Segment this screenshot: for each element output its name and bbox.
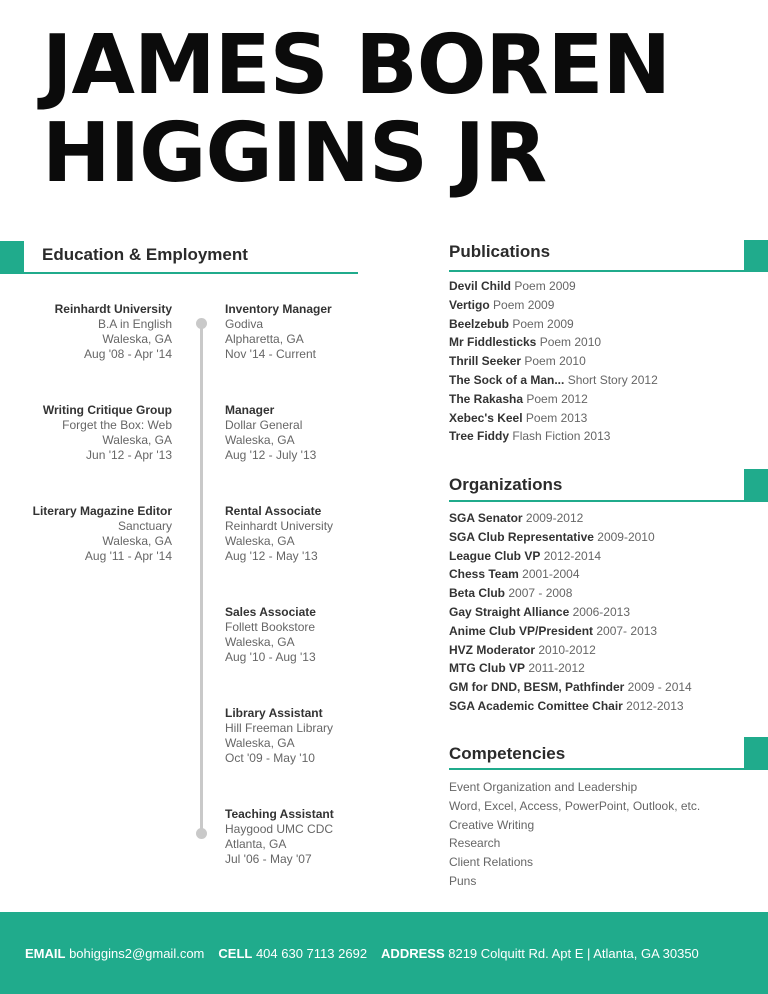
- entry-detail: Forget the Box: Web: [62, 418, 172, 432]
- list-item: Gay Straight Alliance 2006-2013: [449, 604, 630, 619]
- entry-title: Writing Critique Group: [42, 403, 172, 417]
- entry-location: Waleska, GA: [225, 534, 295, 548]
- cell-value: 404 630 7113 2692: [252, 946, 368, 961]
- list-item: MTG Club VP 2011-2012: [449, 661, 585, 676]
- entry-dates: Nov '14 - Current: [225, 347, 316, 361]
- list-item: Event Organization and Leadership: [449, 780, 638, 794]
- entry-location: Atlanta, GA: [225, 837, 287, 851]
- publications-section-title: Publications: [449, 242, 551, 261]
- entry-dates: Jul '06 - May '07: [225, 852, 312, 866]
- education-section-rule: [0, 272, 358, 274]
- entry-location: Waleska, GA: [225, 635, 295, 649]
- name-line-1: JAMES BOREN: [42, 18, 671, 113]
- entry-location: Waleska, GA: [102, 534, 172, 548]
- entry-employer: Godiva: [225, 317, 264, 331]
- list-item: SGA Academic Comittee Chair 2012-2013: [449, 698, 684, 713]
- list-item: HVZ Moderator 2010-2012: [449, 642, 596, 657]
- education-entry: [0, 504, 172, 564]
- entry-employer: Haygood UMC CDC: [225, 822, 334, 836]
- education-section-title: Education & Employment: [42, 245, 248, 264]
- entry-employer: Hill Freeman Library: [225, 721, 334, 735]
- entry-employer: Reinhardt University: [225, 519, 334, 533]
- entry-location: Alpharetta, GA: [225, 332, 304, 346]
- entry-dates: Aug '10 - Aug '13: [225, 650, 316, 664]
- list-item: Research: [449, 836, 501, 851]
- publications-list: [449, 277, 749, 446]
- entry-dates: Oct '09 - May '10: [225, 751, 315, 765]
- entry-dates: Aug '08 - Apr '14: [84, 347, 172, 361]
- list-item: Beelzebub Poem 2009: [449, 316, 574, 331]
- publications-section-rule: [449, 270, 768, 272]
- email-value[interactable]: bohiggins2@gmail.com: [65, 946, 205, 961]
- competencies-list: [449, 778, 749, 891]
- entry-detail: B.A in English: [97, 317, 172, 331]
- employment-entry: [225, 302, 375, 362]
- entry-employer: Follett Bookstore: [225, 620, 316, 634]
- email-label: EMAIL: [25, 946, 66, 961]
- list-item: GM for DND, BESM, Pathfinder 2009 - 2014: [449, 680, 692, 695]
- entry-title: Reinhardt University: [54, 302, 172, 316]
- education-entry: [0, 302, 172, 362]
- name-line-2: HIGGINS JR: [42, 106, 547, 201]
- timeline-dot: [196, 828, 207, 839]
- contact-footer: [0, 912, 768, 994]
- education-accent-bar: [0, 241, 24, 273]
- employment-entry: [225, 807, 375, 867]
- list-item: The Rakasha Poem 2012: [449, 391, 588, 406]
- cell-label: CELL: [218, 946, 253, 961]
- timeline-line: [200, 322, 203, 835]
- list-item: Vertigo Poem 2009: [449, 297, 555, 312]
- entry-title: Library Assistant: [225, 706, 323, 720]
- publications-accent-bar: [744, 240, 768, 272]
- list-item: Word, Excel, Access, PowerPoint, Outlook, etc.: [449, 798, 701, 813]
- list-item: Xebec's Keel Poem 2013: [449, 410, 588, 425]
- organizations-list: [449, 509, 749, 716]
- entry-dates: Aug '12 - May '13: [225, 549, 318, 563]
- competencies-section-title: Competencies: [449, 744, 566, 763]
- list-item: Mr Fiddlesticks Poem 2010: [449, 335, 602, 350]
- entry-location: Waleska, GA: [102, 433, 172, 447]
- contact-line: [25, 946, 699, 961]
- entry-title: Rental Associate: [225, 504, 322, 518]
- list-item: The Sock of a Man... Short Story 2012: [449, 372, 658, 387]
- employment-entry: [225, 504, 375, 564]
- entry-dates: Jun '12 - Apr '13: [86, 448, 172, 462]
- list-item: Client Relations: [449, 855, 534, 870]
- entry-employer: Dollar General: [225, 418, 303, 432]
- employment-entry: [225, 403, 375, 463]
- competencies-section-rule: [449, 768, 768, 770]
- competencies-accent-bar: [744, 737, 768, 769]
- entry-location: Waleska, GA: [225, 433, 295, 447]
- entry-location: Waleska, GA: [102, 332, 172, 346]
- list-item: Anime Club VP/President 2007- 2013: [449, 623, 658, 638]
- entry-title: Sales Associate: [225, 605, 316, 619]
- organizations-section-title: Organizations: [449, 475, 563, 494]
- list-item: SGA Club Representative 2009-2010: [449, 529, 655, 544]
- entry-detail: Sanctuary: [117, 519, 172, 533]
- entry-dates: Aug '12 - July '13: [225, 448, 317, 462]
- timeline-dot: [196, 318, 207, 329]
- list-item: Beta Club 2007 - 2008: [449, 586, 573, 601]
- list-item: Chess Team 2001-2004: [449, 567, 580, 582]
- address-value: 8219 Colquitt Rd. Apt E | Atlanta, GA 30350: [444, 946, 699, 961]
- entry-title: Literary Magazine Editor: [32, 504, 172, 518]
- list-item: Puns: [449, 873, 477, 888]
- employment-entry: [225, 605, 375, 665]
- entry-title: Inventory Manager: [225, 302, 332, 316]
- address-label: ADDRESS: [381, 946, 445, 961]
- list-item: League Club VP 2012-2014: [449, 548, 602, 563]
- organizations-accent-bar: [744, 469, 768, 501]
- list-item: Devil Child Poem 2009: [449, 279, 576, 293]
- entry-title: Teaching Assistant: [225, 807, 334, 821]
- resume-name: [42, 18, 762, 201]
- organizations-section-rule: [449, 500, 768, 502]
- entry-dates: Aug '11 - Apr '14: [84, 549, 172, 563]
- entry-location: Waleska, GA: [225, 736, 295, 750]
- list-item: SGA Senator 2009-2012: [449, 511, 584, 525]
- list-item: Thrill Seeker Poem 2010: [449, 354, 586, 369]
- list-item: Tree Fiddy Flash Fiction 2013: [449, 429, 611, 444]
- list-item: Creative Writing: [449, 817, 535, 832]
- employment-entry: [225, 706, 375, 766]
- education-entry: [0, 403, 172, 463]
- entry-title: Manager: [225, 403, 275, 417]
